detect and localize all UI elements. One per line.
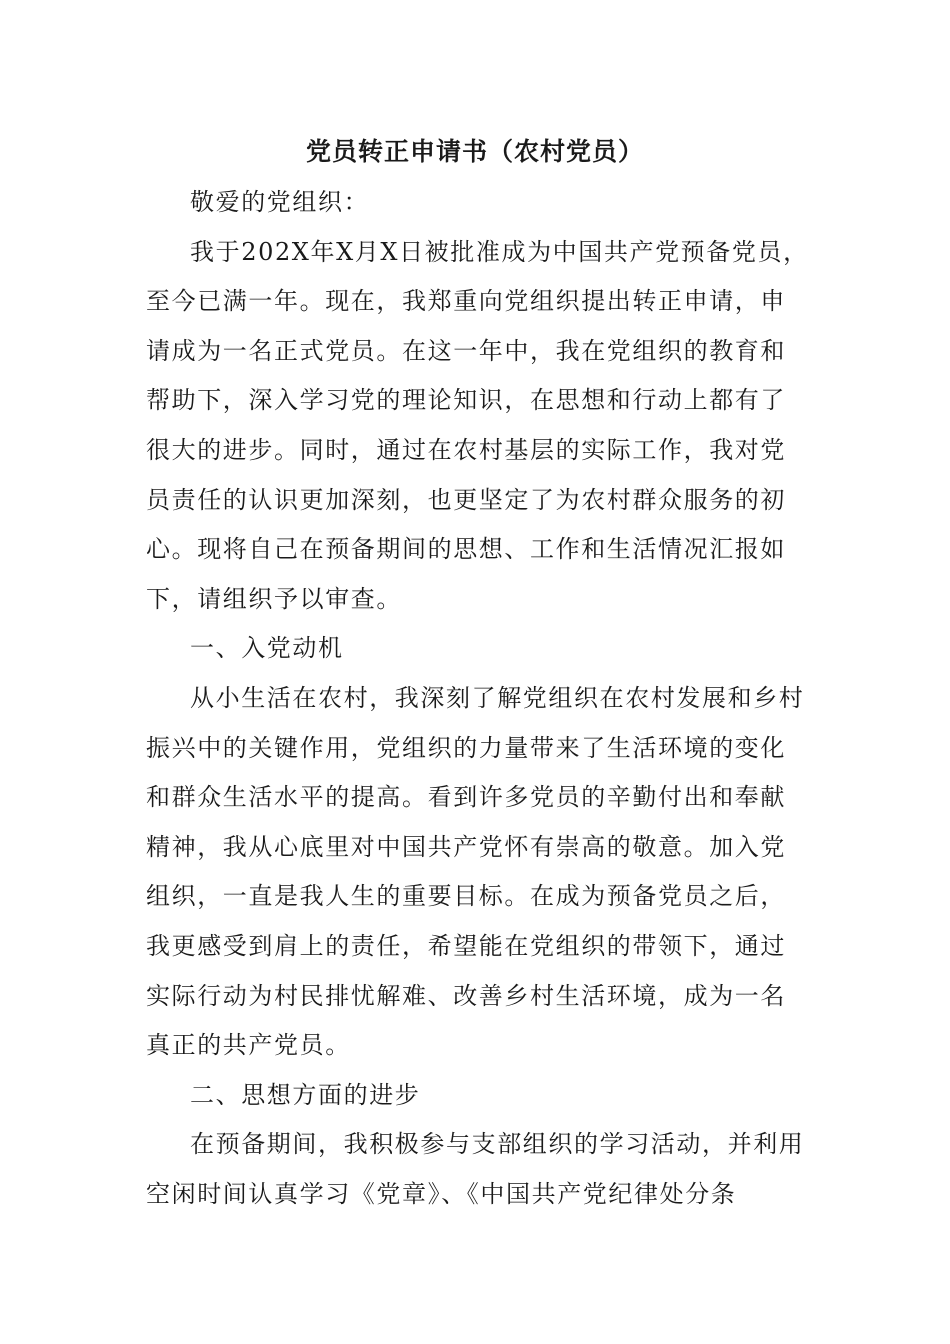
body-line: 二、思想方面的进步	[190, 1080, 421, 1109]
body-line: 我于202X年X月X日被批准成为中国共产党预备党员，	[190, 237, 809, 266]
body-line: 至今已满一年。现在，我郑重向党组织提出转正申请，申	[146, 287, 786, 316]
document-body	[146, 178, 809, 1219]
body-line: 和群众生活水平的提高。看到许多党员的辛勤付出和奉献	[146, 783, 786, 812]
body-line: 从小生活在农村，我深刻了解党组织在农村发展和乡村	[190, 683, 805, 712]
body-line: 真正的共产党员。	[146, 1031, 351, 1060]
body-line: 员责任的认识更加深刻，也更坚定了为农村群众服务的初	[146, 485, 786, 514]
body-line: 组织，一直是我人生的重要目标。在成为预备党员之后，	[146, 882, 786, 911]
body-line: 帮助下，深入学习党的理论知识，在思想和行动上都有了	[146, 386, 786, 415]
body-line: 我更感受到肩上的责任，希望能在党组织的带领下，通过	[146, 931, 786, 960]
body-line: 精神，我从心底里对中国共产党怀有崇高的敬意。加入党	[146, 832, 786, 861]
body-line: 心。现将自己在预备期间的思想、工作和生活情况汇报如	[146, 535, 786, 564]
body-line: 实际行动为村民排忧解难、改善乡村生活环境，成为一名	[146, 981, 786, 1010]
body-line: 敬爱的党组织：	[190, 188, 370, 216]
body-line: 很大的进步。同时，通过在农村基层的实际工作，我对党	[146, 435, 786, 464]
body-line: 请成为一名正式党员。在这一年中，我在党组织的教育和	[146, 336, 786, 365]
body-line: 在预备期间，我积极参与支部组织的学习活动，并利用	[190, 1130, 805, 1159]
body-line: 空闲时间认真学习《党章》、《中国共产党纪律处分条	[146, 1179, 737, 1208]
body-line: 一、入党动机	[190, 634, 344, 663]
document-title: 党员转正申请书（农村党员）	[305, 137, 644, 166]
body-line: 振兴中的关键作用，党组织的力量带来了生活环境的变化	[146, 733, 786, 762]
body-line: 下，请组织予以审查。	[146, 584, 402, 613]
